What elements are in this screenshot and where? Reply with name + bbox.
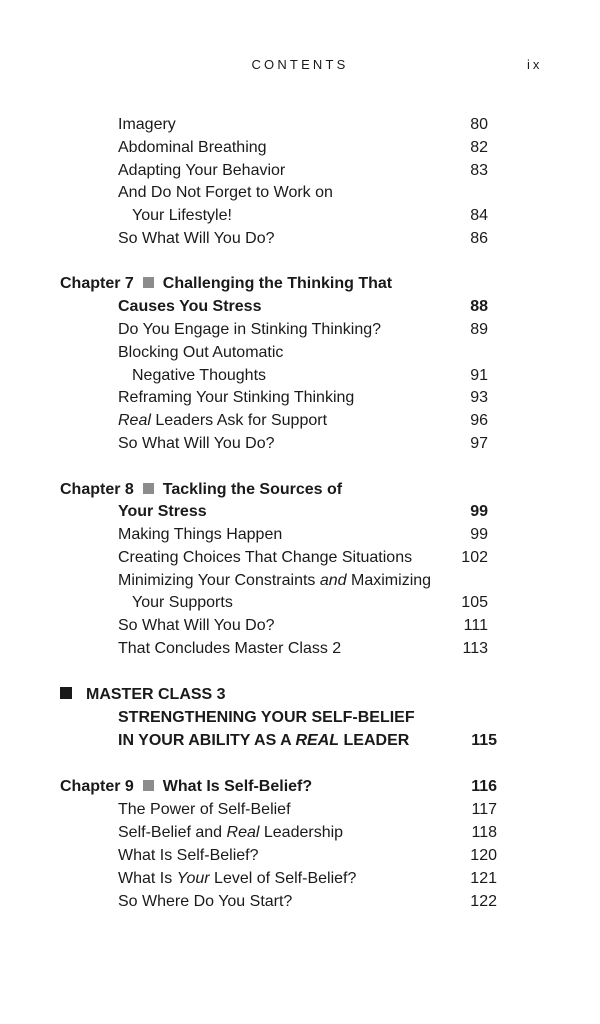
toc-entry-text: And Do Not Forget to Work on	[118, 184, 333, 201]
running-header-title: CONTENTS	[251, 57, 349, 72]
toc-entry-text: That Concludes Master Class 2	[118, 640, 342, 657]
toc-entry-page: 122	[470, 893, 497, 910]
chapter-title-continued: Your Stress	[118, 503, 207, 520]
toc-entry-page: 82	[470, 139, 488, 156]
emphasis: Your	[176, 870, 210, 887]
chapter-title: Challenging the Thinking That	[162, 275, 393, 292]
toc-entry-page: 83	[470, 162, 488, 179]
toc-entry-text: Minimizing Your Constraints and Maximizing	[118, 572, 432, 589]
emphasis: Real	[226, 824, 260, 841]
toc-entry-page: 96	[470, 412, 488, 429]
toc-entry-text: Making Things Happen	[118, 526, 283, 543]
toc-entry-page: 105	[461, 594, 488, 611]
toc-entry-text: The Power of Self-Belief	[118, 801, 291, 818]
master-class-label: MASTER CLASS 3	[86, 686, 226, 703]
toc-entry-text: Abdominal Breathing	[118, 139, 267, 156]
chapter-7-heading	[60, 274, 392, 294]
toc-entry-text: Blocking Out Automatic	[118, 344, 284, 361]
toc-entry-page: 111	[463, 617, 488, 634]
toc-entry-text: So Where Do You Start?	[118, 893, 293, 910]
toc-entry-text: What Is Your Level of Self-Belief?	[118, 870, 357, 887]
toc-entry-page: 93	[470, 389, 488, 406]
chapter-page: 116	[471, 778, 497, 795]
toc-entry-text: Reframing Your Stinking Thinking	[118, 389, 355, 406]
toc-entry-page: 121	[470, 870, 497, 887]
toc-entry-page: 99	[470, 526, 488, 543]
toc-entry-page: 120	[470, 847, 497, 864]
square-bullet-icon	[143, 780, 154, 791]
toc-entry-page: 113	[462, 640, 488, 657]
chapter-8-heading	[60, 480, 342, 500]
toc-entry-text: Creating Choices That Change Situations	[118, 549, 413, 566]
emphasis: REAL	[295, 732, 340, 749]
toc-entry-text: Negative Thoughts	[132, 367, 267, 384]
toc-entry-page: 117	[471, 801, 497, 818]
chapter-page: 99	[470, 503, 488, 520]
toc-entry-text: Your Lifestyle!	[132, 207, 232, 224]
toc-entry-page: 118	[471, 824, 497, 841]
page-number: ix	[527, 57, 543, 72]
master-class-page: 115	[471, 732, 497, 749]
chapter-title: Tackling the Sources of	[162, 481, 343, 498]
toc-entry-text: Self-Belief and Real Leadership	[118, 824, 344, 841]
emphasis: Real	[118, 412, 151, 429]
chapter-label: Chapter 9	[60, 778, 134, 795]
toc-entry-page: 102	[461, 549, 488, 566]
chapter-label: Chapter 7	[60, 275, 134, 292]
chapter-page: 88	[470, 298, 488, 315]
toc-entry-page: 91	[470, 367, 488, 384]
master-class-heading	[60, 685, 226, 705]
master-class-title: STRENGTHENING YOUR SELF-BELIEF	[118, 709, 415, 726]
square-bullet-icon	[143, 277, 154, 288]
toc-entry-text: Do You Engage in Stinking Thinking?	[118, 321, 382, 338]
toc-entry-page: 89	[470, 321, 488, 338]
toc-entry-text: So What Will You Do?	[118, 617, 275, 634]
toc-entry-text: Real Leaders Ask for Support	[118, 412, 328, 429]
toc-entry-text: Adapting Your Behavior	[118, 162, 286, 179]
toc-entry-page: 86	[470, 230, 488, 247]
toc-entry-text: So What Will You Do?	[118, 230, 275, 247]
toc-entry-page: 84	[470, 207, 488, 224]
square-bullet-icon	[60, 687, 72, 699]
chapter-title: What Is Self-Belief?	[162, 778, 313, 795]
chapter-9-heading	[60, 777, 312, 797]
toc-entry-text: So What Will You Do?	[118, 435, 275, 452]
chapter-title-continued: Causes You Stress	[118, 298, 262, 315]
toc-entry-text: What Is Self-Belief?	[118, 847, 259, 864]
toc-entry-text: Your Supports	[132, 594, 233, 611]
square-bullet-icon	[143, 483, 154, 494]
chapter-label: Chapter 8	[60, 481, 134, 498]
master-class-title-continued: IN YOUR ABILITY AS A REAL LEADER	[118, 732, 410, 749]
toc-entry-text: Imagery	[118, 116, 176, 133]
toc-entry-page: 97	[470, 435, 488, 452]
toc-entry-page: 80	[470, 116, 488, 133]
emphasis: and	[319, 572, 347, 589]
